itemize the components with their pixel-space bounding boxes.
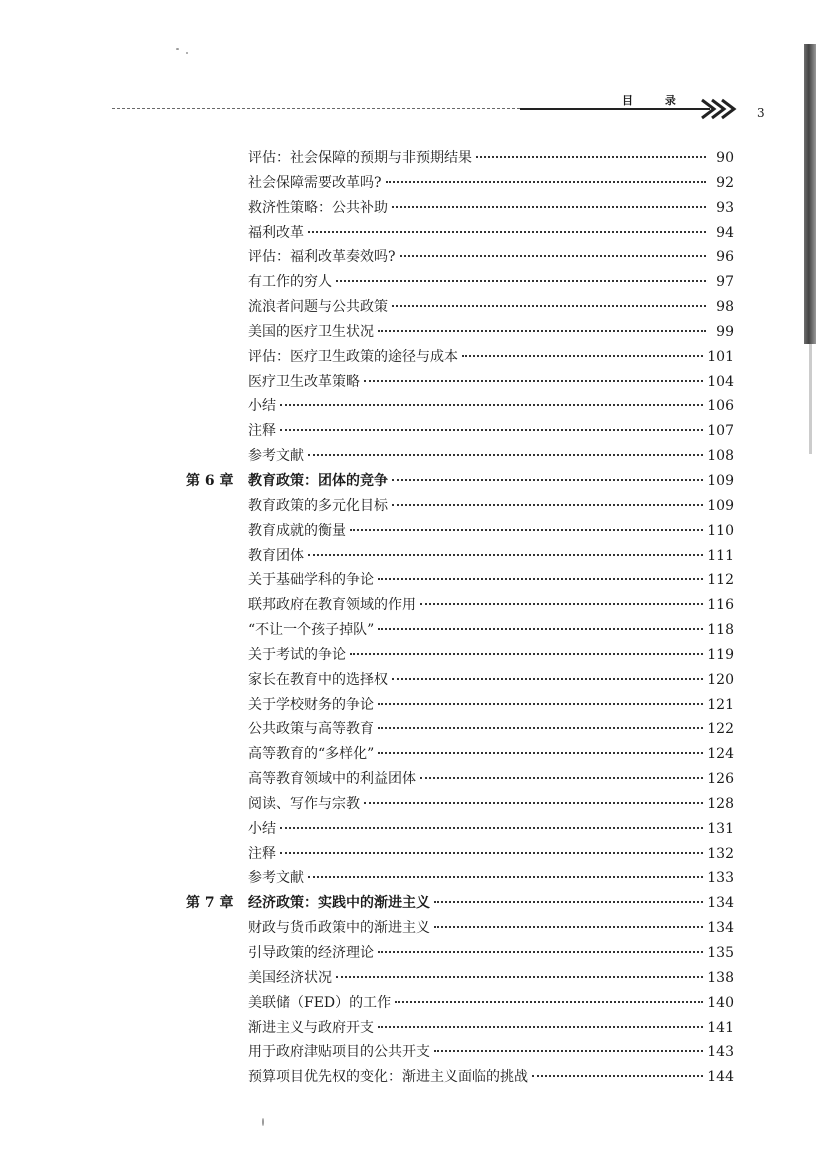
toc-entry bbox=[0, 320, 822, 345]
running-head: 目 录 bbox=[622, 94, 690, 107]
toc-entry bbox=[0, 618, 822, 643]
toc-entry-body bbox=[248, 742, 734, 767]
toc-entry bbox=[0, 270, 822, 295]
toc-entry bbox=[0, 568, 822, 593]
toc-entry-title: 评估：社会保障的预期与非预期结果 bbox=[248, 150, 472, 166]
dot-leader bbox=[392, 678, 703, 680]
toc-entry bbox=[0, 494, 822, 519]
dot-leader bbox=[350, 529, 703, 531]
table-of-contents bbox=[0, 146, 822, 1090]
toc-entry-page: 109 bbox=[707, 472, 734, 489]
toc-entry-page: 110 bbox=[707, 522, 734, 539]
dot-leader bbox=[308, 876, 703, 878]
toc-entry bbox=[0, 817, 822, 842]
toc-entry-title: 关于基础学科的争论 bbox=[248, 572, 374, 589]
toc-entry-page: 99 bbox=[716, 323, 734, 340]
dot-leader bbox=[280, 827, 703, 829]
toc-entry-title: 经济政策：实践中的渐进主义 bbox=[248, 895, 430, 912]
toc-entry bbox=[0, 742, 822, 767]
dot-leader bbox=[476, 156, 706, 158]
toc-entry-body bbox=[248, 419, 734, 444]
toc-entry-title: 关于考试的争论 bbox=[248, 646, 346, 663]
dot-leader bbox=[400, 255, 706, 257]
toc-entry bbox=[0, 916, 822, 941]
dot-leader bbox=[280, 404, 703, 406]
toc-entry-body bbox=[248, 270, 734, 295]
dot-leader bbox=[280, 852, 703, 854]
toc-entry-title: 阅读、写作与宗教 bbox=[248, 795, 360, 812]
toc-entry-title: 救济性策略：公共补助 bbox=[248, 199, 388, 216]
toc-entry bbox=[0, 593, 822, 618]
toc-entry-title: 注释 bbox=[248, 423, 276, 440]
toc-entry-body bbox=[248, 544, 734, 569]
toc-entry-body bbox=[248, 196, 734, 221]
toc-entry bbox=[0, 643, 822, 668]
dot-leader bbox=[532, 1075, 703, 1077]
toc-entry bbox=[0, 1040, 822, 1065]
dot-leader bbox=[378, 727, 703, 729]
toc-entry-body bbox=[248, 891, 734, 916]
toc-entry-body bbox=[248, 817, 734, 842]
toc-entry-title: 教育成就的衡量 bbox=[248, 522, 346, 539]
toc-entry-title: 引导政策的经济理论 bbox=[248, 945, 374, 961]
toc-entry bbox=[0, 370, 822, 395]
toc-entry bbox=[0, 295, 822, 320]
toc-entry-body bbox=[248, 568, 734, 593]
toc-entry-page: 144 bbox=[707, 1069, 734, 1086]
dot-leader bbox=[350, 653, 703, 655]
page-number: 3 bbox=[757, 106, 765, 120]
toc-entry-page: 109 bbox=[707, 497, 734, 514]
toc-entry-page: 97 bbox=[716, 274, 734, 291]
scan-speck bbox=[176, 48, 179, 50]
dot-leader bbox=[378, 628, 703, 630]
toc-entry-title: 家长在教育中的选择权 bbox=[248, 671, 388, 688]
toc-entry bbox=[0, 146, 822, 171]
toc-entry bbox=[0, 345, 822, 370]
toc-entry-title: 教育政策的多元化目标 bbox=[248, 497, 388, 514]
toc-entry-title: 高等教育的“多样化” bbox=[248, 746, 375, 763]
toc-entry-body bbox=[248, 221, 734, 246]
toc-entry-page: 96 bbox=[716, 249, 734, 266]
toc-entry-title: 评估：医疗卫生政策的途径与成本 bbox=[248, 348, 458, 365]
toc-entry-body bbox=[248, 643, 734, 668]
dot-leader bbox=[378, 703, 703, 705]
toc-entry bbox=[0, 842, 822, 867]
toc-entry-body bbox=[248, 171, 734, 196]
dot-leader bbox=[392, 479, 703, 481]
dot-leader bbox=[434, 926, 703, 928]
toc-entry-title: 关于学校财务的争论 bbox=[248, 696, 374, 713]
chapter-number: 第 7 章 bbox=[186, 895, 234, 912]
chevron-ornament-icon bbox=[700, 96, 740, 122]
toc-entry-page: 93 bbox=[716, 199, 734, 216]
toc-entry-title: 渐进主义与政府开支 bbox=[248, 1019, 374, 1036]
toc-entry bbox=[0, 767, 822, 792]
toc-entry-title: 用于政府津贴项目的公共开支 bbox=[248, 1044, 430, 1061]
dot-leader bbox=[336, 280, 706, 282]
dot-leader bbox=[378, 330, 706, 332]
dot-leader bbox=[364, 802, 703, 804]
toc-entry-title: 美联储（FED）的工作 bbox=[248, 994, 392, 1011]
dot-leader bbox=[308, 554, 703, 556]
toc-entry-title: 医疗卫生改革策略 bbox=[248, 373, 360, 390]
scan-speck bbox=[186, 52, 188, 54]
toc-entry-page: 135 bbox=[707, 945, 734, 961]
dot-leader bbox=[395, 1001, 703, 1003]
dot-leader bbox=[420, 777, 703, 779]
toc-entry-body bbox=[248, 767, 734, 792]
toc-entry-page: 118 bbox=[707, 622, 734, 639]
toc-entry-page: 108 bbox=[707, 448, 734, 465]
dot-leader bbox=[308, 231, 706, 233]
toc-entry-title: 教育政策：团体的竞争 bbox=[248, 472, 388, 489]
toc-entry bbox=[0, 419, 822, 444]
toc-entry bbox=[0, 966, 822, 991]
toc-entry-page: 104 bbox=[707, 373, 734, 390]
dot-leader bbox=[420, 603, 703, 605]
dot-leader bbox=[386, 181, 706, 183]
toc-entry-body bbox=[248, 295, 734, 320]
toc-entry bbox=[0, 866, 822, 891]
toc-entry-page: 143 bbox=[707, 1044, 734, 1061]
toc-entry bbox=[0, 941, 822, 966]
toc-entry bbox=[0, 792, 822, 817]
toc-entry bbox=[0, 196, 822, 221]
toc-entry-page: 116 bbox=[707, 597, 734, 614]
toc-entry-body bbox=[248, 693, 734, 718]
dot-leader bbox=[378, 752, 703, 754]
toc-entry-body bbox=[248, 792, 734, 817]
dot-leader bbox=[392, 504, 703, 506]
toc-entry-body bbox=[248, 469, 734, 494]
toc-entry bbox=[0, 668, 822, 693]
toc-entry-body bbox=[248, 394, 734, 419]
toc-entry-title: 预算项目优先权的变化：渐进主义面临的挑战 bbox=[248, 1069, 528, 1086]
toc-entry bbox=[0, 221, 822, 246]
toc-entry-page: 120 bbox=[707, 671, 734, 688]
toc-entry bbox=[0, 469, 822, 494]
toc-entry-body bbox=[248, 1065, 734, 1090]
toc-entry-page: 101 bbox=[707, 348, 734, 365]
dot-leader bbox=[280, 429, 703, 431]
toc-entry-title: 高等教育领域中的利益团体 bbox=[248, 771, 416, 788]
toc-entry-title: 评估：福利改革奏效吗? bbox=[248, 249, 396, 266]
dot-leader bbox=[336, 976, 703, 978]
toc-entry-page: 138 bbox=[707, 969, 734, 986]
toc-entry-body bbox=[248, 320, 734, 345]
toc-entry-page: 141 bbox=[707, 1019, 734, 1036]
toc-entry-title: 小结 bbox=[248, 398, 276, 415]
dot-leader bbox=[308, 454, 703, 456]
toc-entry-page: 92 bbox=[716, 174, 734, 191]
toc-entry-page: 133 bbox=[707, 870, 734, 887]
toc-entry-body bbox=[248, 717, 734, 742]
toc-entry-title: 参考文献 bbox=[248, 448, 304, 465]
toc-entry bbox=[0, 519, 822, 544]
dot-leader bbox=[364, 380, 703, 382]
toc-entry-title: 小结 bbox=[248, 820, 276, 837]
toc-entry-page: 94 bbox=[716, 224, 734, 241]
toc-entry bbox=[0, 444, 822, 469]
toc-entry-page: 112 bbox=[707, 572, 734, 589]
toc-entry-body bbox=[248, 842, 734, 867]
toc-entry-body bbox=[248, 916, 734, 941]
toc-entry-body bbox=[248, 991, 734, 1016]
toc-entry bbox=[0, 171, 822, 196]
toc-entry bbox=[0, 1065, 822, 1090]
dot-leader bbox=[462, 355, 703, 357]
toc-entry bbox=[0, 693, 822, 718]
toc-entry-page: 126 bbox=[707, 771, 734, 788]
header-rule bbox=[520, 108, 710, 110]
toc-entry-page: 124 bbox=[707, 746, 734, 763]
dot-leader bbox=[434, 901, 703, 903]
toc-entry-body bbox=[248, 245, 734, 270]
toc-entry-page: 134 bbox=[707, 920, 734, 937]
toc-entry-title: 美国经济状况 bbox=[248, 969, 332, 986]
toc-entry-title: 流浪者问题与公共政策 bbox=[248, 299, 388, 316]
toc-entry-page: 119 bbox=[707, 646, 734, 663]
toc-entry-title: “不让一个孩子掉队” bbox=[248, 622, 375, 639]
scan-speck bbox=[262, 1118, 264, 1126]
toc-entry-title: 公共政策与高等教育 bbox=[248, 721, 374, 738]
toc-entry-body bbox=[248, 494, 734, 519]
toc-entry-body bbox=[248, 146, 734, 171]
toc-entry-body bbox=[248, 345, 734, 370]
toc-entry bbox=[0, 394, 822, 419]
toc-entry-page: 111 bbox=[707, 547, 734, 564]
toc-entry-title: 联邦政府在教育领域的作用 bbox=[248, 597, 416, 614]
toc-entry-page: 131 bbox=[707, 820, 734, 837]
toc-entry-title: 美国的医疗卫生状况 bbox=[248, 323, 374, 340]
toc-entry bbox=[0, 717, 822, 742]
toc-entry-body bbox=[248, 618, 734, 643]
toc-entry-page: 128 bbox=[707, 795, 734, 812]
toc-entry bbox=[0, 544, 822, 569]
toc-entry-body bbox=[248, 966, 734, 991]
toc-entry-body bbox=[248, 1040, 734, 1065]
toc-entry bbox=[0, 991, 822, 1016]
toc-entry-page: 98 bbox=[716, 299, 734, 316]
toc-entry-body bbox=[248, 668, 734, 693]
toc-entry-title: 社会保障需要改革吗? bbox=[248, 174, 382, 191]
toc-entry-page: 140 bbox=[707, 994, 734, 1011]
dot-leader bbox=[378, 1026, 703, 1028]
toc-entry-title: 参考文献 bbox=[248, 870, 304, 887]
toc-entry-body bbox=[248, 941, 734, 966]
toc-entry-body bbox=[248, 866, 734, 891]
dot-leader bbox=[378, 951, 703, 953]
toc-entry-page: 132 bbox=[707, 845, 734, 862]
dot-leader bbox=[434, 1050, 703, 1052]
toc-entry-title: 注释 bbox=[248, 845, 276, 862]
toc-entry-title: 教育团体 bbox=[248, 547, 304, 564]
toc-entry-page: 121 bbox=[707, 696, 734, 713]
toc-entry-page: 106 bbox=[707, 398, 734, 415]
toc-entry bbox=[0, 891, 822, 916]
toc-entry-body bbox=[248, 370, 734, 395]
dot-leader bbox=[392, 305, 706, 307]
toc-entry-body bbox=[248, 1016, 734, 1041]
toc-entry bbox=[0, 245, 822, 270]
toc-entry-body bbox=[248, 444, 734, 469]
dot-leader bbox=[392, 206, 706, 208]
toc-entry-body bbox=[248, 519, 734, 544]
toc-entry-title: 财政与货币政策中的渐进主义 bbox=[248, 920, 430, 937]
toc-entry-page: 134 bbox=[707, 895, 734, 912]
toc-entry-title: 福利改革 bbox=[248, 224, 304, 241]
toc-entry-page: 90 bbox=[716, 150, 734, 166]
toc-entry-title: 有工作的穷人 bbox=[248, 274, 332, 291]
toc-entry-page: 122 bbox=[707, 721, 734, 738]
toc-entry-body bbox=[248, 593, 734, 618]
chapter-number: 第 6 章 bbox=[186, 472, 234, 489]
toc-entry bbox=[0, 1016, 822, 1041]
dot-leader bbox=[378, 578, 703, 580]
toc-entry-page: 107 bbox=[707, 423, 734, 440]
